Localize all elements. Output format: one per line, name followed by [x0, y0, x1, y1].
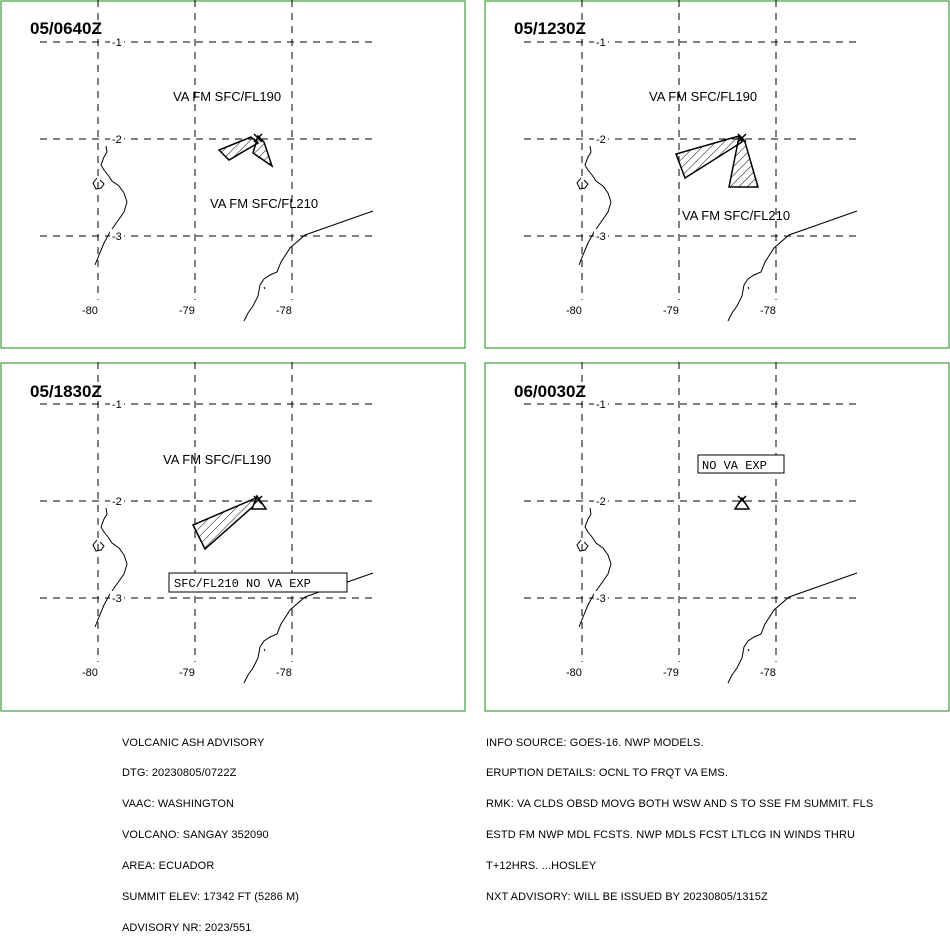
advisory-line: ERUPTION DETAILS: OCNL TO FRQT VA EMS. [486, 767, 728, 780]
advisory-line: NXT ADVISORY: WILL BE ISSUED BY 20230805/1315Z [486, 891, 768, 904]
lat-label: -1 [596, 37, 606, 49]
no-va-label: NO VA EXP [702, 459, 767, 473]
panel-frame [485, 1, 949, 348]
ash-cloud-label: VA FM SFC/FL190 [173, 89, 282, 104]
advisory-line: DTG: 20230805/0722Z [122, 767, 237, 780]
panel-frame [485, 363, 949, 711]
boundary-line [728, 211, 857, 321]
forecast-panel-2 [1, 362, 465, 711]
lon-tick-labels [564, 303, 780, 317]
lon-label: -79 [179, 305, 195, 317]
lat-tick-labels [110, 397, 124, 605]
panel-frame [1, 1, 465, 348]
lat-label: -3 [112, 231, 122, 243]
lon-label: -80 [82, 305, 98, 317]
lat-label: -1 [112, 399, 122, 411]
ash-cloud-label: VA FM SFC/FL190 [163, 452, 272, 467]
advisory-line: RMK: VA CLDS OBSD MOVG BOTH WSW AND S TO SSE FM SUMMIT. FLS [486, 798, 874, 811]
lat-label: -1 [596, 399, 606, 411]
advisory-line: VOLCANIC ASH ADVISORY [122, 736, 265, 749]
ash-areas [676, 136, 758, 187]
advisory-line: VAAC: WASHINGTON [122, 798, 235, 811]
panel-time-label: 05/1230Z [514, 19, 586, 38]
panel-time-label: 05/0640Z [30, 19, 102, 38]
forecast-panel-3 [485, 362, 949, 711]
advisory-line: VOLCANO: SANGAY 352090 [122, 829, 269, 842]
lat-tick-labels [110, 35, 124, 243]
lat-label: -2 [112, 496, 122, 508]
lon-label: -80 [566, 305, 582, 317]
lon-label: -78 [276, 667, 292, 679]
lat-label: -3 [112, 593, 122, 605]
lon-tick-labels [564, 665, 780, 679]
lon-label: -79 [663, 667, 679, 679]
no-va-label: SFC/FL210 NO VA EXP [174, 577, 311, 591]
ash-areas [219, 136, 272, 166]
advisory-line: AREA: ECUADOR [122, 860, 215, 873]
advisory-line: T+12HRS. ...HOSLEY [486, 860, 597, 873]
forecast-panel-1 [485, 0, 949, 348]
lon-label: -80 [82, 667, 98, 679]
advisory-line: INFO SOURCE: GOES-16. NWP MODELS. [486, 736, 704, 749]
panel-frame [1, 363, 465, 711]
ash-cloud-label: VA FM SFC/FL190 [649, 89, 758, 104]
forecast-panel-0 [1, 0, 465, 348]
advisory-details-block [486, 717, 873, 913]
grid-lines [524, 362, 859, 662]
advisory-line: SUMMIT ELEV: 17342 FT (5286 M) [122, 891, 300, 904]
lat-tick-labels [594, 35, 608, 243]
lat-label: -2 [596, 496, 606, 508]
advisory-line: ADVISORY NR: 2023/551 [122, 921, 252, 934]
advisory-header-block [122, 717, 299, 944]
panel-time-label: 05/1830Z [30, 382, 102, 401]
lon-label: -78 [760, 667, 776, 679]
lat-label: -2 [112, 134, 122, 146]
boundary-line [728, 573, 857, 683]
lat-label: -1 [112, 37, 122, 49]
lat-label: -2 [596, 134, 606, 146]
lat-tick-labels [594, 397, 608, 605]
panel-time-label: 06/0030Z [514, 382, 586, 401]
lon-label: -78 [276, 305, 292, 317]
lat-label: -3 [596, 231, 606, 243]
lon-label: -80 [566, 667, 582, 679]
boundary-line [244, 211, 373, 321]
grid-lines [40, 362, 375, 662]
lon-tick-labels [80, 303, 296, 317]
lon-label: -79 [179, 667, 195, 679]
lat-label: -3 [596, 593, 606, 605]
ash-cloud-label: VA FM SFC/FL210 [682, 208, 791, 223]
grid-lines [40, 0, 375, 300]
ash-cloud-label: VA FM SFC/FL210 [210, 196, 319, 211]
lon-label: -79 [663, 305, 679, 317]
lon-label: -78 [760, 305, 776, 317]
lon-tick-labels [80, 665, 296, 679]
advisory-line: ESTD FM NWP MDL FCSTS. NWP MDLS FCST LTLCG IN WINDS THRU [486, 829, 856, 842]
